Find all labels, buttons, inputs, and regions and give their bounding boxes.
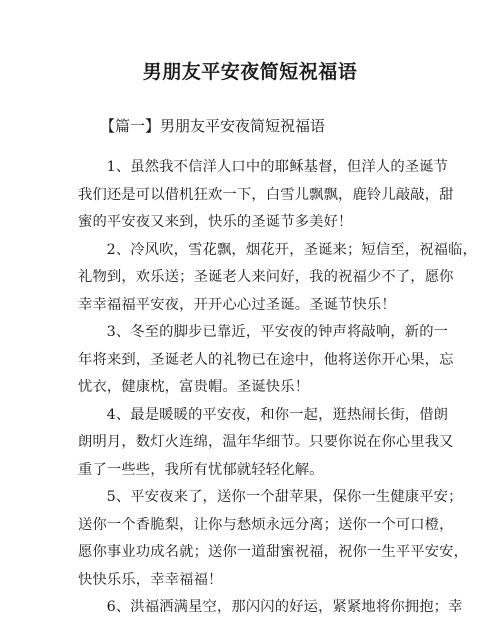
paragraph-line: 2、冷风吹，雪花飘，烟花开，圣诞来；短信至，祝福临， (106, 241, 478, 258)
page-title: 男朋友平安夜简短祝福语 (142, 61, 358, 83)
paragraph-line: 1、虽然我不信洋人口中的耶稣基督，但洋人的圣诞节 (106, 159, 449, 175)
paragraph-line: 礼物到，欢乐送；圣诞老人来问好，我的祝福少不了，愿你 (78, 269, 454, 285)
paragraph-3 (78, 319, 454, 402)
paragraph-line: 5、平安夜来了，送你一个甜苹果，保你一生健康平安； (106, 489, 463, 505)
article-body (78, 154, 478, 622)
paragraph-line: 快快乐乐，幸幸福福！ (78, 571, 223, 588)
paragraph-line: 4、最是暖暖的平安夜，和你一起，逛热闹长街，借朗 (106, 406, 449, 423)
section-heading: 【篇一】男朋友平安夜简短祝福语 (100, 117, 326, 135)
paragraph-line: 幸幸福福平安夜，开开心心过圣诞。圣诞节快乐！ (78, 296, 396, 313)
paragraph-line: 愿你事业功成名就；送你一道甜蜜祝福，祝你一生平平安安， (78, 544, 469, 560)
paragraph-line: 3、冬至的脚步已靠近，平安夜的钟声将敲响，新的一 (106, 324, 449, 340)
paragraph-line: 送你一个香脆梨，让你与愁烦永远分离；送你一个可口橙， (78, 516, 454, 533)
paragraph-2 (78, 237, 478, 320)
paragraph-4 (78, 402, 454, 485)
paragraph-line: 忧衣，健康枕，富贵帽。圣诞快乐！ (78, 379, 310, 395)
paragraph-line: 6、洪福洒满星空，那闪闪的好运，紧紧地将你拥抱；幸 (106, 599, 463, 615)
paragraph-5 (78, 484, 469, 594)
paragraph-6 (78, 594, 463, 622)
paragraph-1 (78, 154, 454, 237)
paragraph-line: 重了一些些，我所有忧郁就轻轻化解。 (78, 461, 324, 478)
paragraph-line: 年将来到，圣诞老人的礼物已在途中，他将送你开心果，忘 (78, 351, 454, 368)
paragraph-line: 蜜的平安夜又来到，快乐的圣诞节多美好！ (78, 214, 353, 230)
paragraph-line: 我们还是可以借机狂欢一下，白雪儿飘飘，鹿铃儿敲敲，甜 (78, 186, 454, 203)
paragraph-line: 朗明月，数灯火连绵，温年华细节。只要你说在你心里我又 (78, 434, 454, 450)
